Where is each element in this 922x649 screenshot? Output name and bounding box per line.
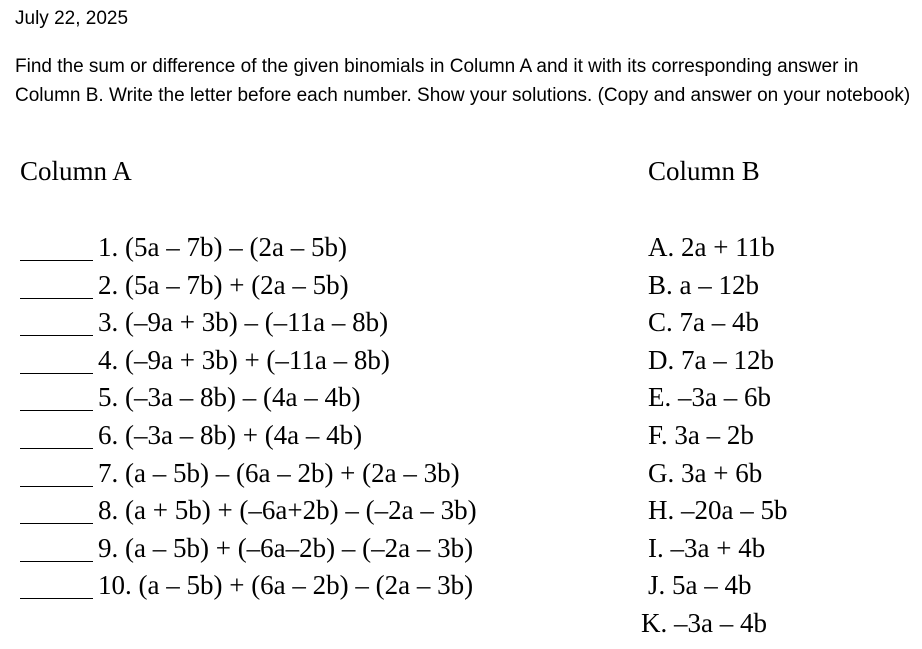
instructions-text: Find the sum or difference of the given binomials in Column A and it with its corresponding answer in Column B. Write the letter before each number. Show your solutions. (Copy and answer on your notebook) [15, 56, 911, 106]
problem-expression: 4. (–9a + 3b) + (–11a – 8b) [98, 344, 390, 375]
answer-choice: K. –3a – 4b [641, 607, 767, 638]
answer-blank[interactable] [20, 268, 93, 299]
problem-expression: 2. (5a – 7b) + (2a – 5b) [98, 269, 349, 300]
answer-choice: G. 3a + 6b [648, 457, 763, 488]
answer-blank[interactable] [20, 380, 93, 411]
date-text: July 22, 2025 [15, 8, 129, 29]
answer-choice: I. –3a + 4b [648, 532, 766, 563]
answer-blank[interactable] [20, 230, 93, 261]
problem-expression: 3. (–9a + 3b) – (–11a – 8b) [98, 307, 389, 338]
answer-blank[interactable] [20, 493, 93, 524]
answer-choice: F. 3a – 2b [648, 419, 754, 450]
problem-expression: 5. (–3a – 8b) – (4a – 4b) [98, 382, 361, 413]
column-a-header: Column A [20, 156, 132, 186]
column-a-item [20, 343, 477, 381]
answer-choice: C. 7a – 4b [648, 307, 759, 338]
problem-expression: 1. (5a – 7b) – (2a – 5b) [98, 232, 347, 262]
column-a-list [20, 230, 477, 606]
column-a-item [20, 531, 477, 569]
answer-choice: A. 2a + 11b [648, 232, 775, 262]
answer-blank[interactable] [20, 531, 93, 562]
answer-choice: J. 5a – 4b [648, 570, 752, 601]
column-a-item [20, 493, 477, 531]
column-a-item [20, 456, 477, 494]
column-a-item [20, 268, 477, 306]
column-a-item [20, 568, 477, 606]
answer-blank[interactable] [20, 305, 93, 336]
answer-choice: D. 7a – 12b [648, 344, 774, 375]
column-a-item [20, 380, 477, 418]
problem-expression: 8. (a + 5b) + (–6a+2b) – (–2a – 3b) [98, 495, 477, 526]
column-a-item [20, 305, 477, 343]
problem-expression: 9. (a – 5b) + (–6a–2b) – (–2a – 3b) [98, 532, 474, 563]
problem-expression: 6. (–3a – 8b) + (4a – 4b) [98, 419, 363, 450]
answer-blank[interactable] [20, 418, 93, 449]
column-a-item [20, 418, 477, 456]
column-a-item [20, 230, 477, 268]
answer-blank[interactable] [20, 568, 93, 599]
answer-blank[interactable] [20, 456, 93, 487]
answer-blank[interactable] [20, 343, 93, 374]
answer-choice: E. –3a – 6b [648, 382, 771, 413]
problem-expression: 7. (a – 5b) – (6a – 2b) + (2a – 3b) [98, 457, 460, 488]
column-b-header: Column B [648, 156, 760, 186]
answer-choice: B. a – 12b [648, 269, 759, 300]
answer-choice: H. –20a – 5b [648, 495, 788, 526]
column-b-list [641, 230, 788, 644]
problem-expression: 10. (a – 5b) + (6a – 2b) – (2a – 3b) [98, 570, 474, 601]
